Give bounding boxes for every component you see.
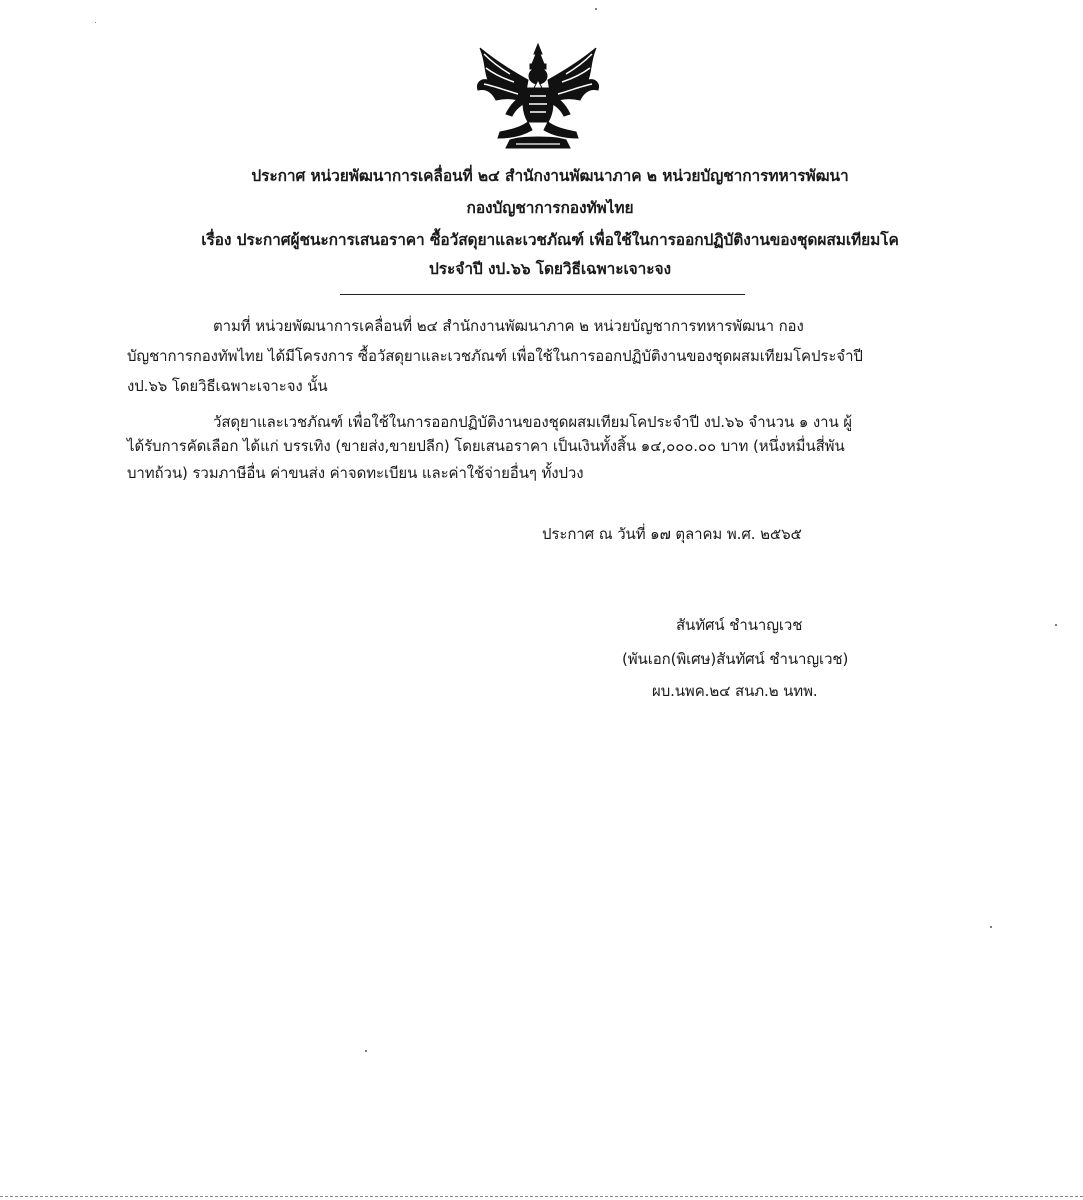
scan-speck [1055,624,1057,626]
signature-rank-name: (พันเอก(พิเศษ)สันทัศน์ ชำนาญเวช) [622,650,849,668]
body-paragraph-1-line-2: บัญชาการกองทัพไทย ได้มีโครงการ ซื้อวัสดุยาและเวชภัณฑ์ เพื่อใช้ในการออกปฏิบัติงานของชุดผสมเทียมโคประจำปี [127,347,863,365]
scan-speck [595,8,597,10]
header-divider [340,294,745,295]
signature-name: สันทัศน์ ชำนาญเวช [676,616,803,634]
signature-position: ผบ.นพค.๒๔ สนภ.๒ นทพ. [652,682,818,700]
scan-speck [990,926,992,928]
announcement-date: ประกาศ ณ วันที่ ๑๗ ตุลาคม พ.ศ. ๒๕๖๕ [542,525,802,543]
body-paragraph-2-line-2: ได้รับการคัดเลือก ได้แก่ บรรเทิง (ขายส่ง,ขายปลีก) โดยเสนอราคา เป็นเงินทั้งสิ้น ๑๔,๐๐๐.๐๐ บาท (หนึ่งหมื่นสี่พัน [127,437,845,455]
scan-speck [95,22,96,23]
body-paragraph-2-line-1: วัสดุยาและเวชภัณฑ์ เพื่อใช้ในการออกปฏิบัติงานของชุดผสมเทียมโคประจำปี งป.๖๖ จำนวน ๑ งาน ผู้ [213,413,852,431]
header-line-1: ประกาศ หน่วยพัฒนาการเคลื่อนที่ ๒๔ สำนักงานพัฒนาภาค ๒ หน่วยบัญชาการทหารพัฒนา [251,167,849,185]
subject-line-2: ประจำปี งป.๖๖ โดยวิธีเฉพาะเจาะจง [429,260,671,278]
scan-speck [365,1050,367,1052]
header-line-2: กองบัญชาการกองทัพไทย [466,199,634,217]
body-paragraph-1-line-1: ตามที่ หน่วยพัฒนาการเคลื่อนที่ ๒๔ สำนักงานพัฒนาภาค ๒ หน่วยบัญชาการทหารพัฒนา กอง [213,317,804,335]
scan-bottom-edge [0,1196,1083,1197]
body-paragraph-2-line-3: บาทถ้วน) รวมภาษีอื่น ค่าขนส่ง ค่าจดทะเบียน และค่าใช้จ่ายอื่นๆ ทั้งปวง [127,464,584,482]
garuda-emblem-icon [470,40,606,152]
subject-line-1: เรื่อง ประกาศผู้ชนะการเสนอราคา ซื้อวัสดุยาและเวชภัณฑ์ เพื่อใช้ในการออกปฏิบัติงานของชุดผสมเทียมโค [201,231,899,249]
body-paragraph-1-line-3: งป.๖๖ โดยวิธีเฉพาะเจาะจง นั้น [127,377,328,395]
